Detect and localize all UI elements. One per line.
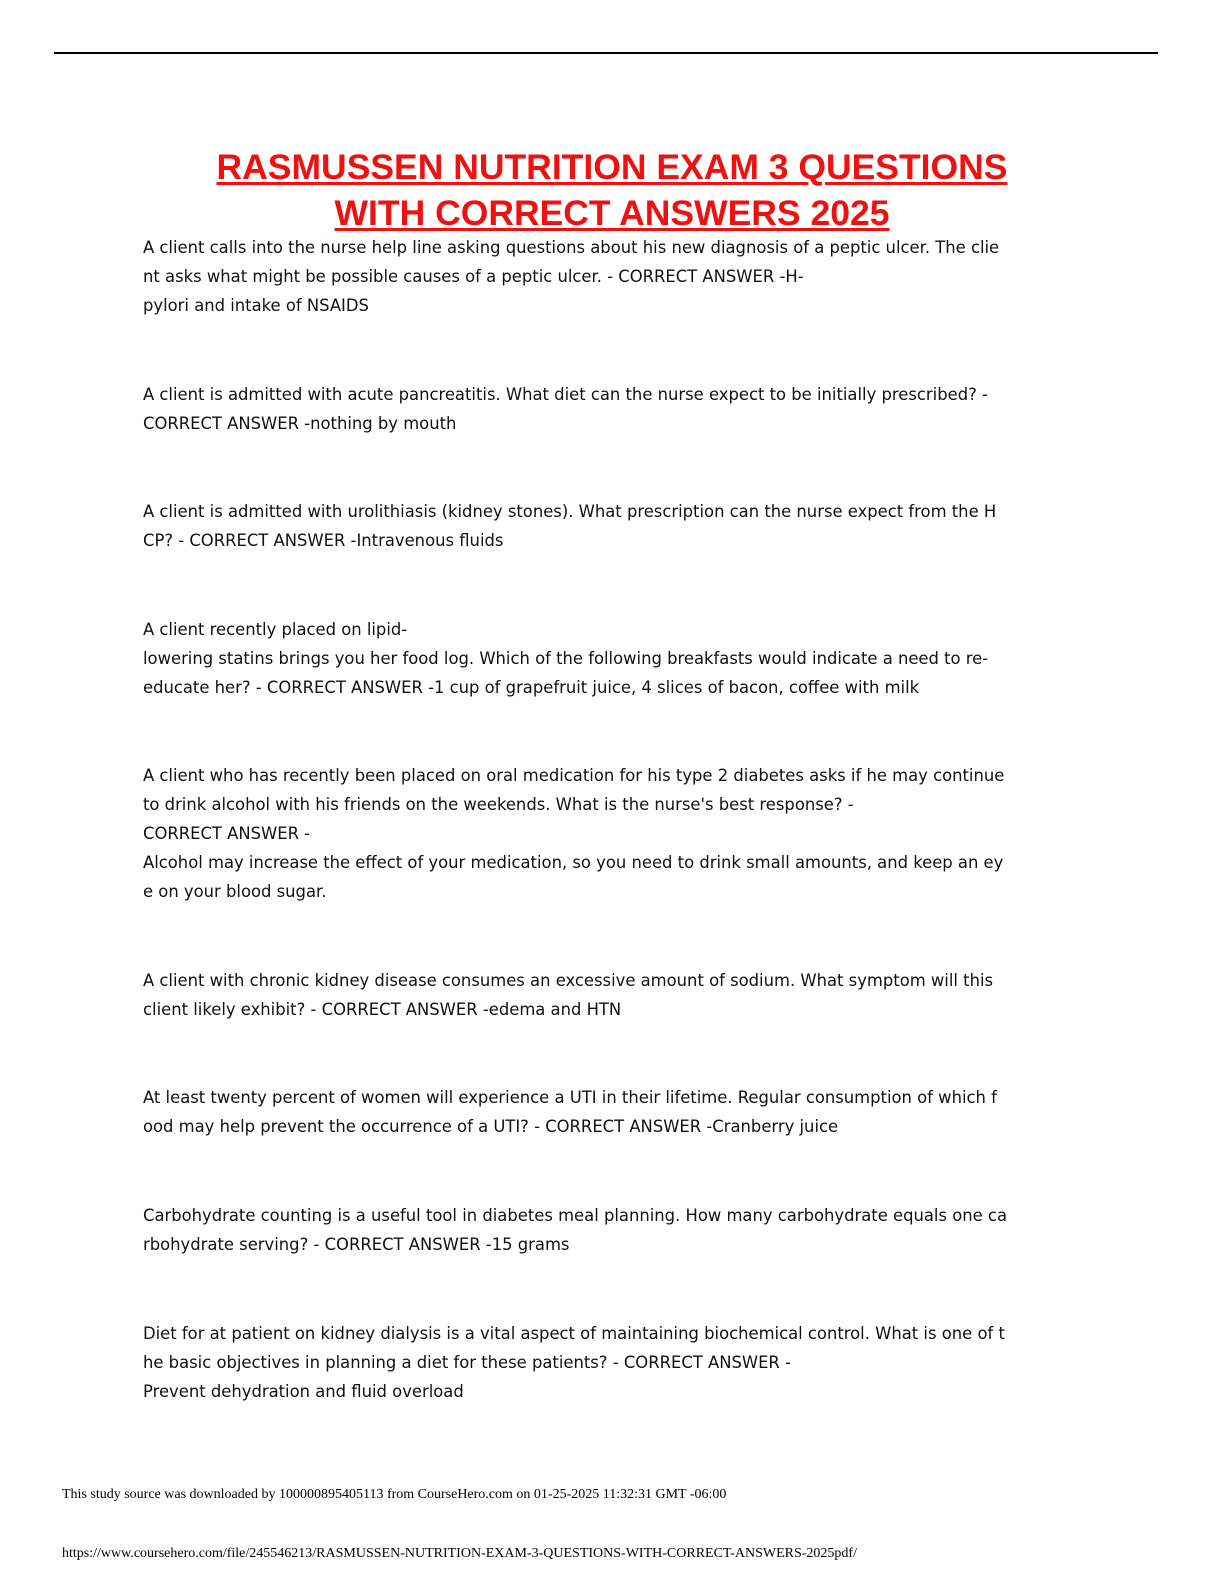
qa-line: A client recently placed on lipid-: [143, 620, 408, 639]
qa-line: CP? - CORRECT ANSWER -Intravenous fluids: [143, 531, 504, 550]
qa-block: [143, 497, 1073, 555]
qa-line: Prevent dehydration and fluid overload: [143, 1382, 464, 1401]
title-line: RASMUSSEN NUTRITION EXAM 3 QUESTIONS: [216, 147, 1008, 187]
qa-line: nt asks what might be possible causes of a peptic ulcer. - CORRECT ANSWER -H-: [143, 267, 804, 286]
qa-line: A client with chronic kidney disease consumes an excessive amount of sodium. What symptom will this: [143, 971, 994, 990]
qa-line: he basic objectives in planning a diet for these patients? - CORRECT ANSWER -: [143, 1353, 791, 1372]
document-title: [100, 144, 1124, 236]
title-line: WITH CORRECT ANSWERS 2025: [334, 193, 890, 233]
qa-line: A client is admitted with urolithiasis (kidney stones). What prescription can the nurse expect from the H: [143, 502, 997, 521]
qa-block: [143, 1083, 1073, 1141]
qa-line: CORRECT ANSWER -nothing by mouth: [143, 414, 457, 433]
qa-line: Carbohydrate counting is a useful tool in diabetes meal planning. How many carbohydrate equals one ca: [143, 1206, 1007, 1225]
qa-line: A client is admitted with acute pancreatitis. What diet can the nurse expect to be initially prescribed? -: [143, 385, 988, 404]
source-url[interactable]: https://www.coursehero.com/file/245546213/RASMUSSEN-NUTRITION-EXAM-3-QUESTIONS-WITH-CORRECT-ANSWERS-2025pdf/: [62, 1546, 857, 1561]
qa-line: ood may help prevent the occurrence of a UTI? - CORRECT ANSWER -Cranberry juice: [143, 1117, 839, 1136]
qa-line: CORRECT ANSWER -: [143, 824, 311, 843]
qa-line: to drink alcohol with his friends on the weekends. What is the nurse's best response? -: [143, 795, 854, 814]
qa-block: [143, 233, 1073, 320]
qa-line: Alcohol may increase the effect of your medication, so you need to drink small amounts, and keep an ey: [143, 853, 1004, 872]
qa-line: client likely exhibit? - CORRECT ANSWER -edema and HTN: [143, 1000, 622, 1019]
qa-line: pylori and intake of NSAIDS: [143, 296, 369, 315]
qa-line: lowering statins brings you her food log. Which of the following breakfasts would indicate a need to re-: [143, 649, 989, 668]
qa-line: educate her? - CORRECT ANSWER -1 cup of grapefruit juice, 4 slices of bacon, coffee with milk: [143, 678, 920, 697]
top-rule: [54, 52, 1158, 54]
qa-line: A client calls into the nurse help line asking questions about his new diagnosis of a peptic ulcer. The clie: [143, 238, 1000, 257]
qa-line: A client who has recently been placed on oral medication for his type 2 diabetes asks if he may continue: [143, 766, 1005, 785]
qa-block: [143, 966, 1073, 1024]
qa-block: [143, 1201, 1073, 1259]
source-notice: This study source was downloaded by 100000895405113 from CourseHero.com on 01-25-2025 11:32:31 GMT -06:00: [62, 1487, 727, 1502]
qa-block: [143, 1319, 1073, 1406]
qa-line: Diet for at patient on kidney dialysis is a vital aspect of maintaining biochemical control. What is one of t: [143, 1324, 1005, 1343]
qa-line: At least twenty percent of women will experience a UTI in their lifetime. Regular consumption of which f: [143, 1088, 997, 1107]
qa-line: e on your blood sugar.: [143, 882, 327, 901]
qa-block: [143, 380, 1073, 438]
qa-block: [143, 615, 1073, 702]
qa-line: rbohydrate serving? - CORRECT ANSWER -15 grams: [143, 1235, 570, 1254]
qa-block: [143, 761, 1073, 906]
